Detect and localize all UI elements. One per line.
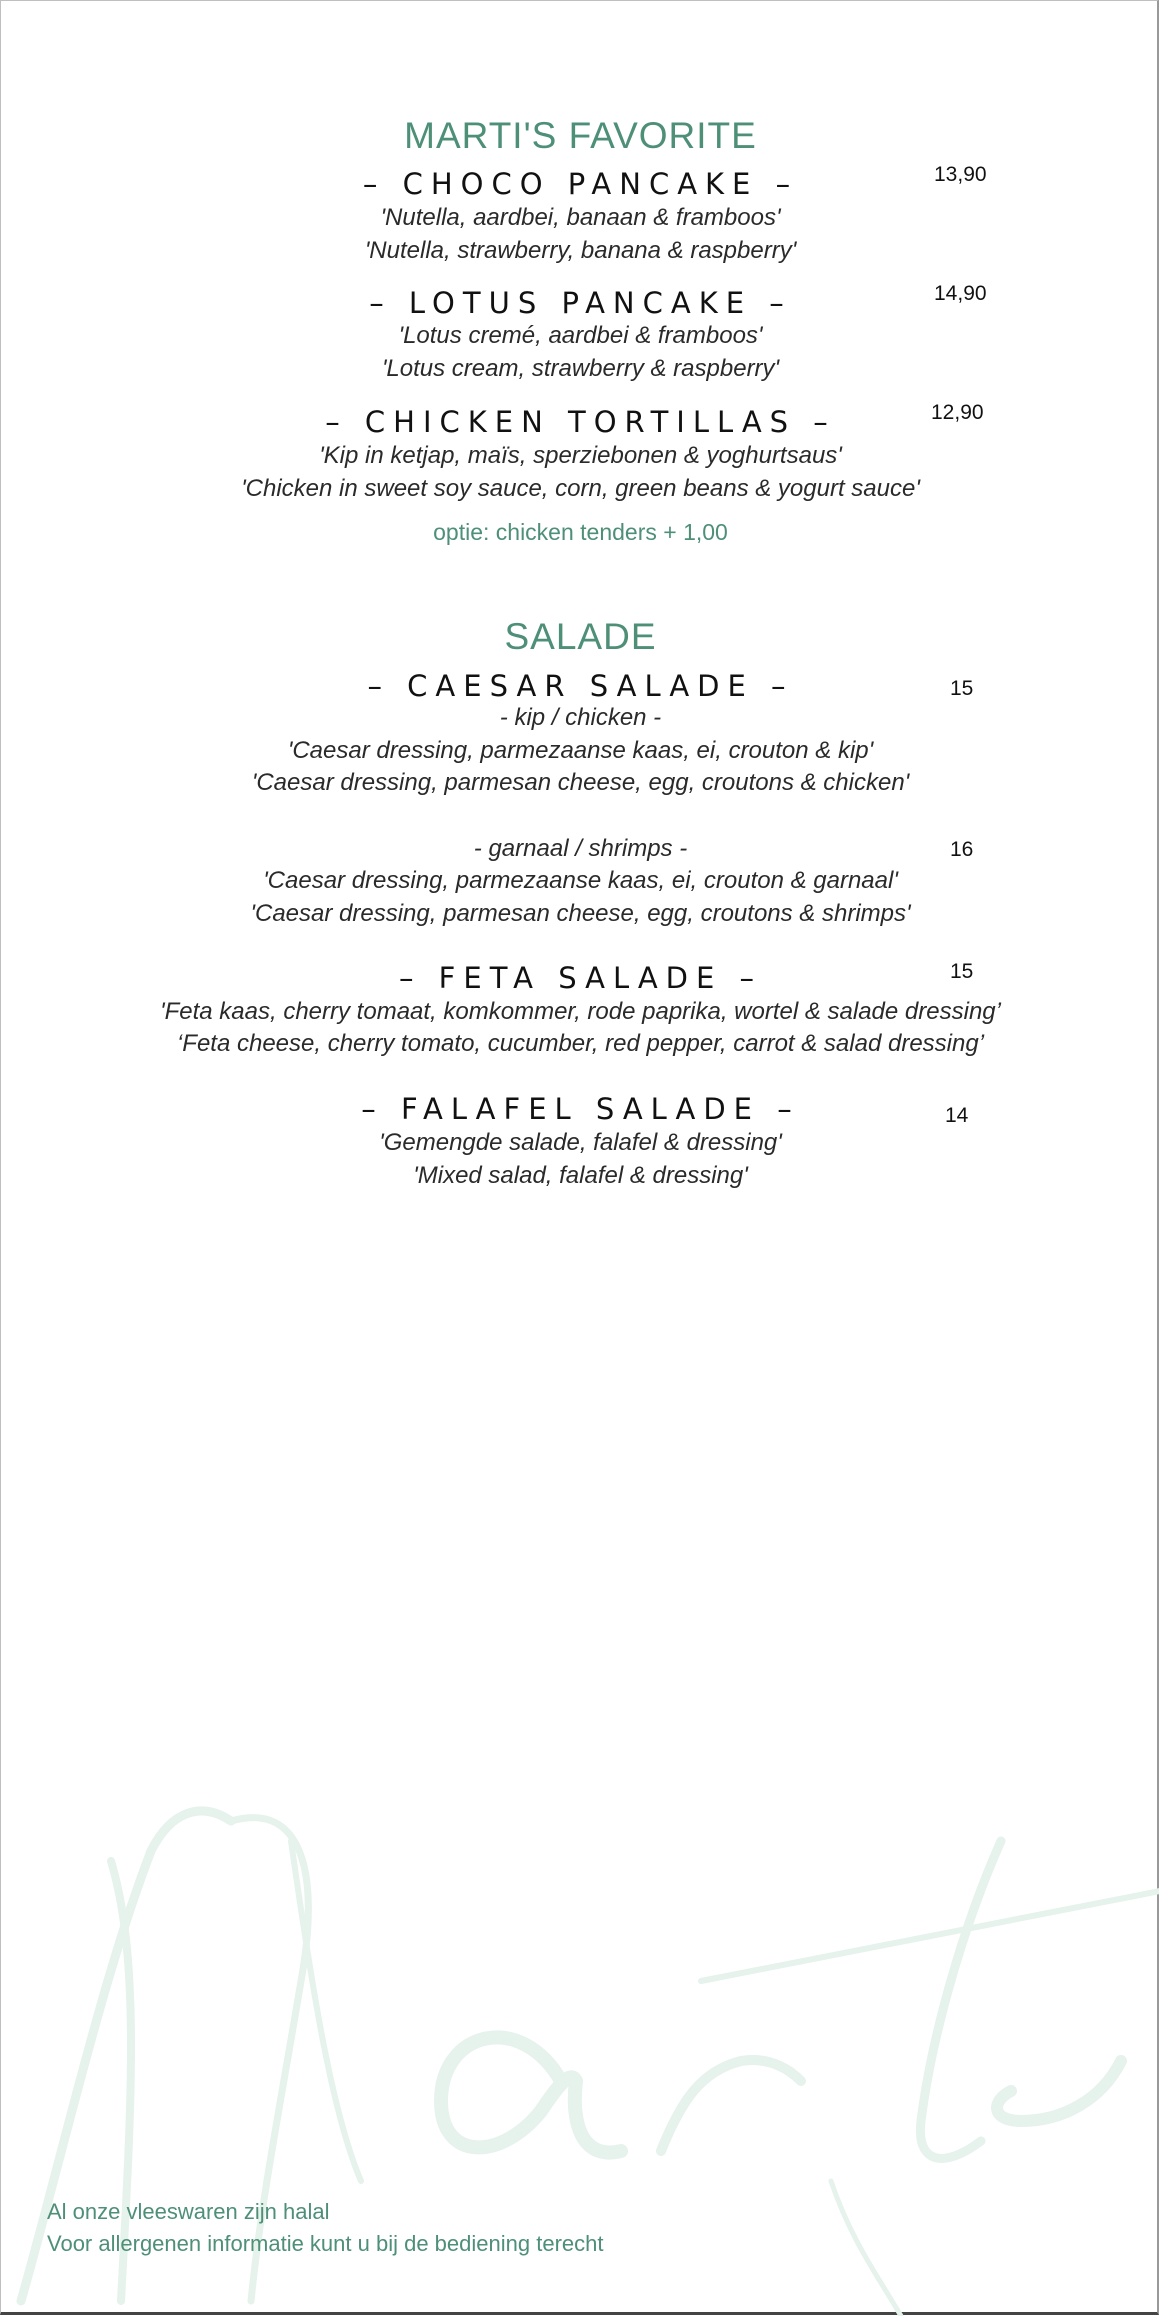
- footer-halal-note: Al onze vleeswaren zijn halal: [47, 2199, 330, 2224]
- item-price-falafel-salade: 14: [945, 1104, 969, 1127]
- item-name-falafel-salade: – FALAFEL SALADE –: [361, 1092, 800, 1126]
- item-variant-caesar-shrimps: - garnaal / shrimps -: [473, 835, 688, 862]
- item-price-caesar-shrimps: 16: [950, 838, 974, 861]
- item-price-lotus-pancake: 14,90: [934, 282, 987, 305]
- item-desc-nl-chicken-tortillas: 'Kip in ketjap, maïs, sperziebonen & yoghurtsaus': [319, 442, 842, 469]
- item-name-chicken-tortillas: – CHICKEN TORTILLAS –: [325, 405, 836, 439]
- item-name-lotus-pancake: – LOTUS PANCAKE –: [369, 286, 792, 320]
- item-desc-nl-choco-pancake: 'Nutella, aardbei, banaan & framboos': [380, 204, 781, 231]
- item-desc-en-caesar-shrimps: 'Caesar dressing, parmesan cheese, egg, croutons & shrimps': [250, 900, 911, 927]
- item-desc-en-caesar-chicken: 'Caesar dressing, parmesan cheese, egg, croutons & chicken': [251, 769, 910, 796]
- item-desc-en-choco-pancake: 'Nutella, strawberry, banana & raspberry': [364, 237, 797, 264]
- item-desc-en-lotus-pancake: 'Lotus cream, strawberry & raspberry': [381, 355, 780, 382]
- item-name-choco-pancake: – CHOCO PANCAKE –: [362, 167, 799, 201]
- item-desc-nl-falafel-salade: 'Gemengde salade, falafel & dressing': [379, 1129, 782, 1156]
- section-title-favorites: MARTI'S FAVORITE: [404, 115, 757, 156]
- section-title-salade: SALADE: [504, 616, 657, 657]
- footer-allergen-note: Voor allergenen informatie kunt u bij de bediening terecht: [47, 2231, 604, 2256]
- item-price-caesar-chicken: 15: [950, 677, 974, 700]
- item-variant-caesar-chicken: - kip / chicken -: [499, 704, 662, 731]
- item-option-chicken-tenders: optie: chicken tenders + 1,00: [433, 519, 728, 545]
- item-desc-nl-lotus-pancake: 'Lotus cremé, aardbei & framboos': [398, 322, 763, 349]
- item-name-caesar-salade: – CAESAR SALADE –: [367, 669, 794, 703]
- item-desc-nl-caesar-chicken: 'Caesar dressing, parmezaanse kaas, ei, crouton & kip': [287, 737, 874, 764]
- item-price-chicken-tortillas: 12,90: [931, 401, 984, 424]
- item-desc-en-feta-salade: ‘Feta cheese, cherry tomato, cucumber, red pepper, carrot & salad dressing’: [176, 1030, 985, 1057]
- item-desc-nl-feta-salade: 'Feta kaas, cherry tomaat, komkommer, rode paprika, wortel & salade dressing’: [160, 998, 1001, 1025]
- item-desc-en-chicken-tortillas: 'Chicken in sweet soy sauce, corn, green beans & yogurt sauce': [241, 475, 920, 502]
- item-price-feta-salade: 15: [950, 960, 974, 983]
- item-name-feta-salade: – FETA SALADE –: [398, 961, 763, 995]
- item-desc-en-falafel-salade: 'Mixed salad, falafel & dressing': [413, 1162, 748, 1189]
- item-price-choco-pancake: 13,90: [934, 163, 987, 186]
- item-desc-nl-caesar-shrimps: 'Caesar dressing, parmezaanse kaas, ei, crouton & garnaal': [263, 867, 898, 894]
